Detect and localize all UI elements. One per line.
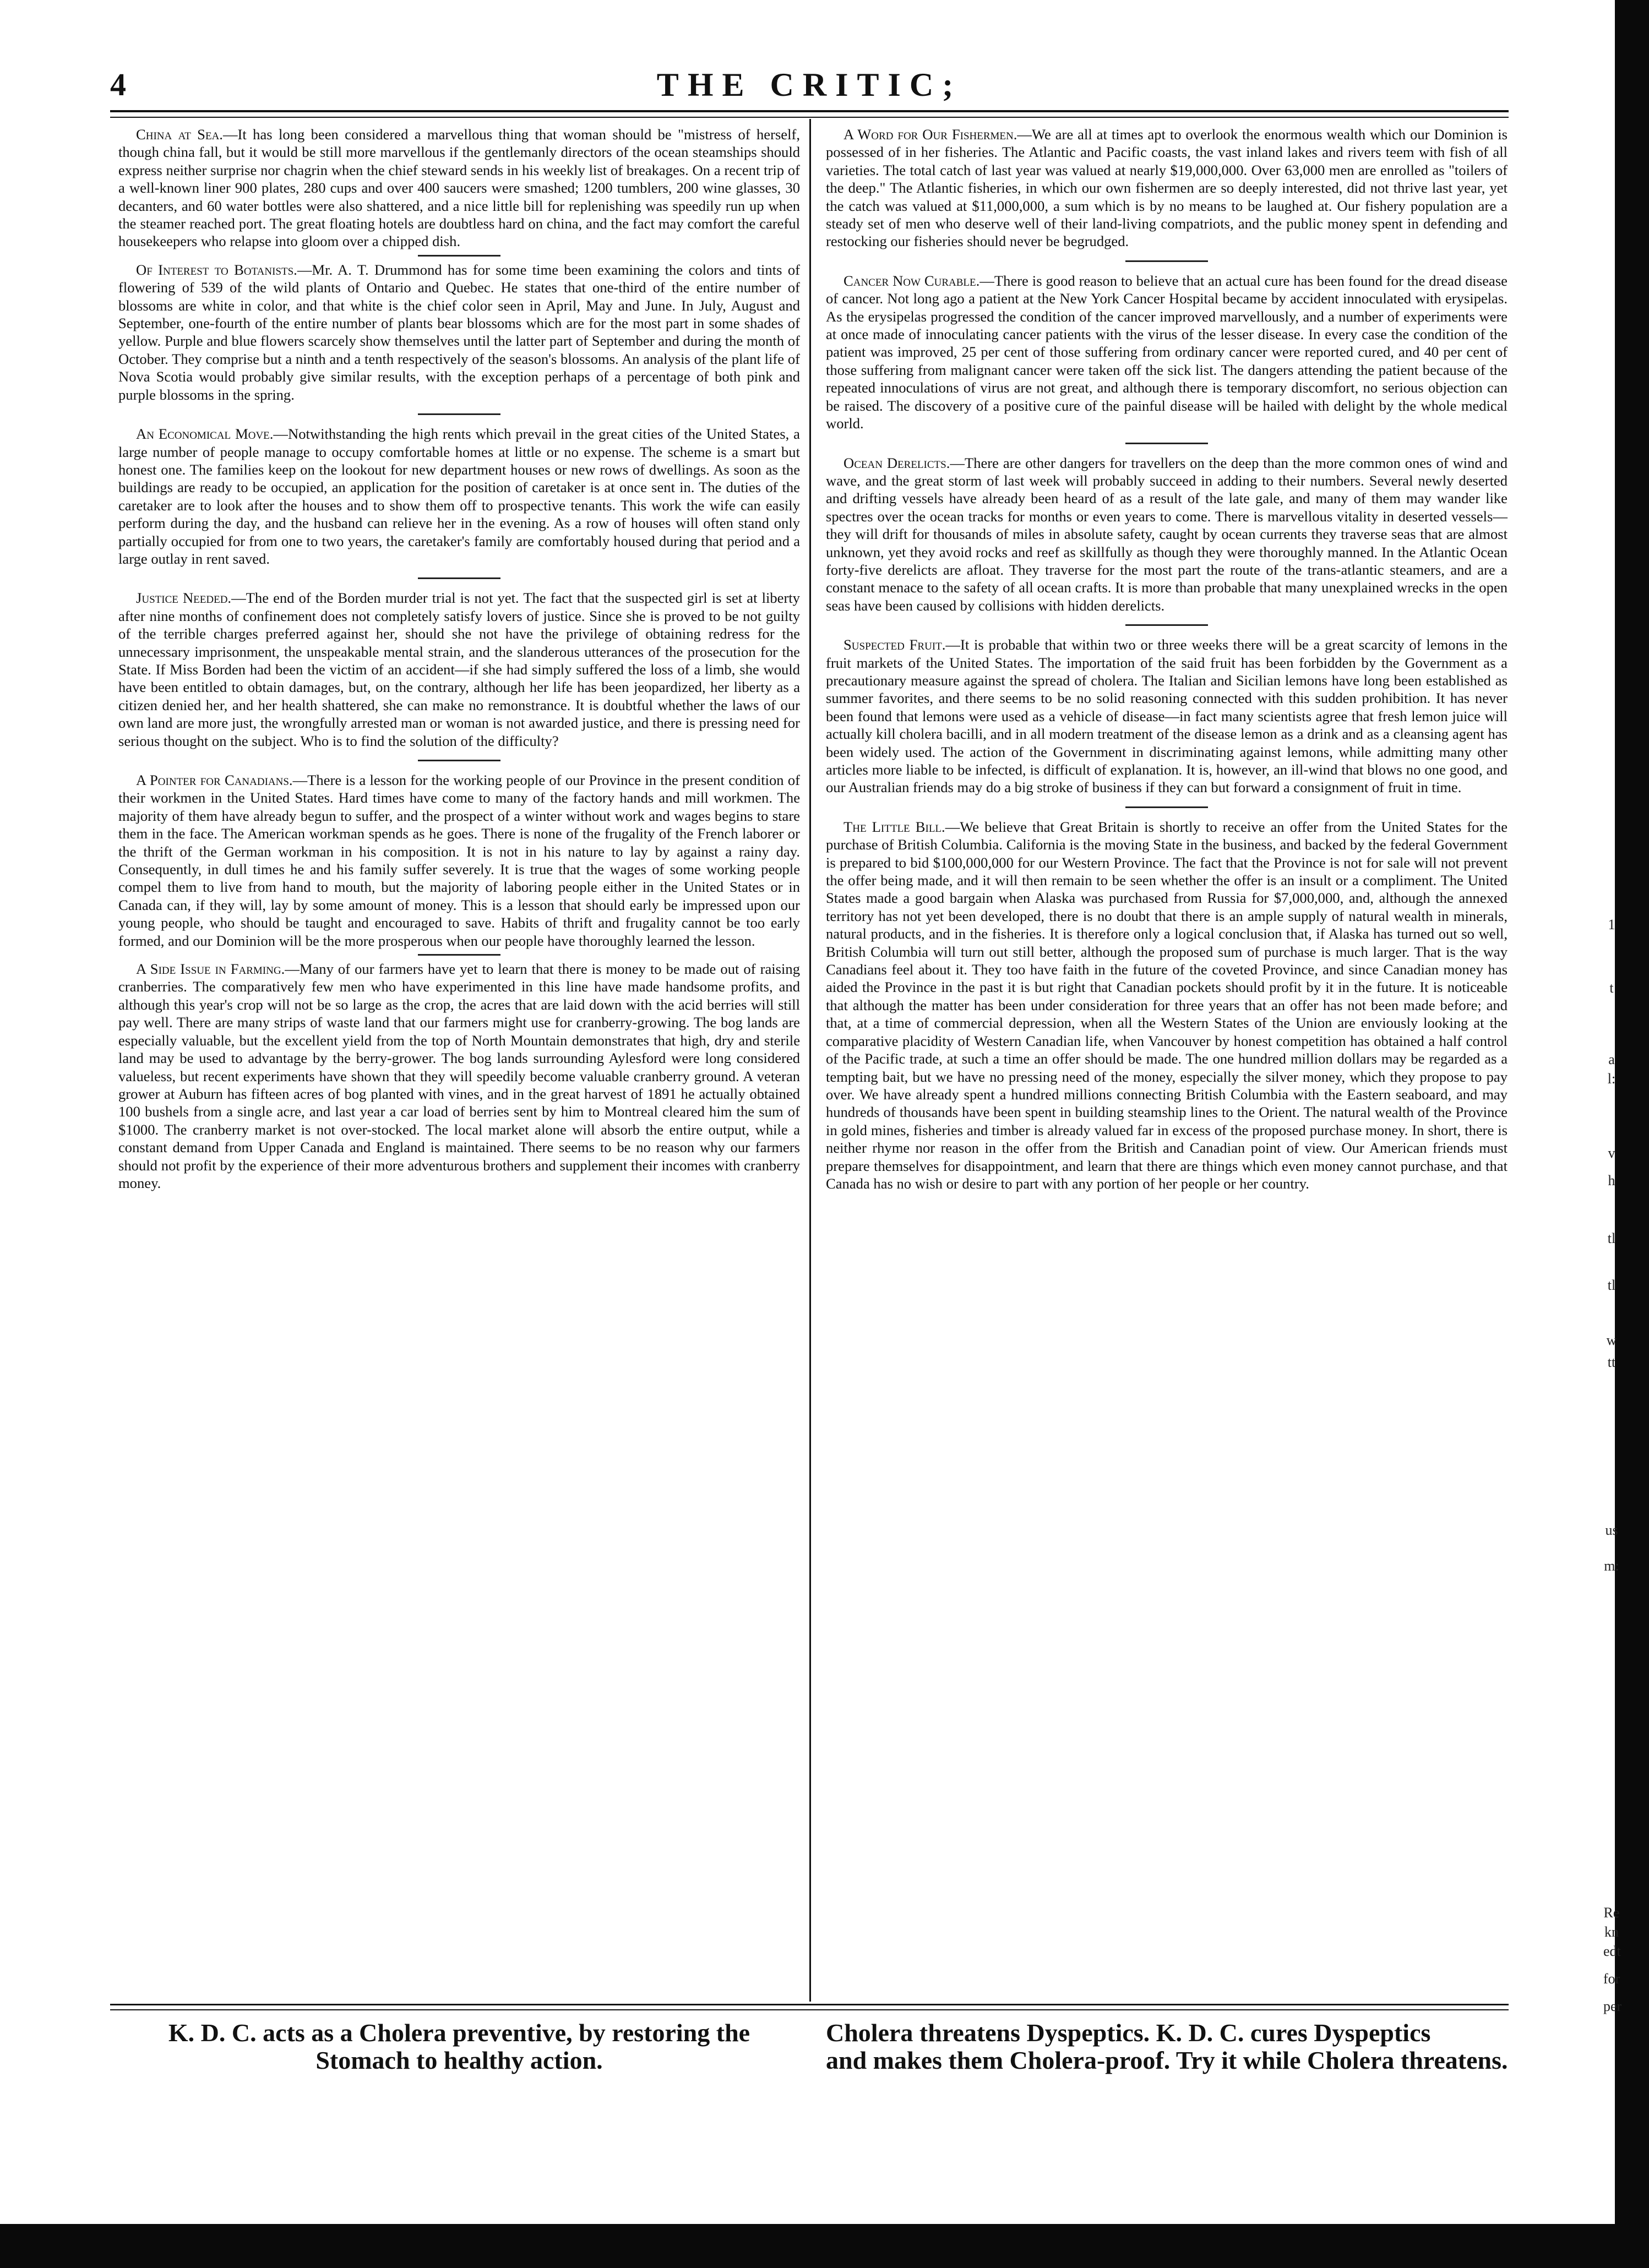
article-body: —It has long been considered a marvellous thing that woman should be "mistress of herself, though china fall, but it would be still more marvellous if the gentlemanly directors of the ocean steamships should express neither surprise nor chagrin when the chief steward sends in his weekly list of breakages. On a recent trip of a well-known liner 900 plates, 280 cups and over 400 saucers were smashed; 1200 tumblers, 200 wine glasses, 30 decanters, and 60 water bottles were also shattered, and a nice little bill for replenishing was speedily run up when the steamer reached port. The great floating hotels are doubtless hard on china, and the fact may comfort the careful housekeepers who relapse into gloom over a chipped dish. — [118, 126, 800, 250]
article-body: —There is good reason to believe that an actual cure has been found for the dread disease of cancer. Not long ago a patient at the New York Cancer Hospital became by accident innoculated with erysipelas. As the erysipelas progressed the condition of the cancer improved marvellously, and a number of experiments were at once made of innoculating cancer patients with the virus of the lesser disease. In every case the condition of the patient was improved, 25 per cent of those suffering from ordinary cancer were reported cured, and 40 per cent of those suffering from malignant cancer were taken off the sick list. The dangers attending the patient because of the repeated innoculations of virus are not great, and although there is temporary discomfort, no serious objection can be raised. The discovery of a positive cure of the painful disease will be hailed with delight by the whole medical world. — [826, 272, 1507, 432]
article-justice-needed — [118, 589, 800, 750]
advert-line: and makes them Cholera-proof. Try it while Cholera threatens. — [826, 2046, 1508, 2074]
article-a-pointer-for-canadians — [118, 771, 800, 950]
article-body: —The end of the Borden murder trial is not yet. The fact that the suspected girl is set at liberty after nine months of confinement does not completely satisfy lovers of justice. Since she is proved to be not guilty of the terrible charges preferred against her, should she not have the privilege of obtaining redress for the unnecessary imprisonment, the unspeakable mental strain, and the slanderous utterances of the prosecution for the State. If Miss Borden had been the victim of an accident—if she had simply suffered the loss of a limb, she would have been entitled to obtain damages, but, on the contrary, although her life has been jeopardized, her liberty as a citizen denied her, and her health shattered, she can make no remonstrance. It is doubtful whether the laws of our own land are more just, the wrongfully arrested man or woman is not awarded justice, and there is pressing need for serious thought on the subject. Who is to find the solution of the difficulty? — [118, 590, 800, 749]
article-heading: A Word for Our Fishermen. — [843, 126, 1017, 143]
edge-fragment: m: — [1604, 1558, 1619, 1574]
page-header — [110, 66, 1509, 105]
article-heading: Cancer Now Curable. — [843, 272, 980, 289]
advert-line: Cholera threatens Dyspeptics. K. D. C. cures Dyspeptics — [826, 2019, 1431, 2047]
edge-fragment: t — [1609, 980, 1614, 996]
footer-rule — [110, 2004, 1509, 2005]
article-separator — [418, 255, 500, 257]
article-ocean-derelicts — [826, 454, 1507, 615]
article-heading: Ocean Derelicts. — [843, 454, 950, 471]
article-heading: A Side Issue in Farming. — [136, 961, 285, 978]
footer-rule — [110, 2009, 1509, 2010]
article-heading: An Economical Move. — [136, 426, 274, 443]
article-body: —We are all at times apt to overlook the enormous wealth which our Dominion is possessed of in her fisheries. The Atlantic and Pacific coasts, the vast inland lakes and rivers teem with fish of all varieties. The total catch of last year was valued at nearly $19,000,000. Over 63,000 men are enrolled as "toilers of the deep." The Atlantic fisheries, in which our own fishermen are so deeply interested, did not thrive last year, yet the catch was valued at $11,000,000, a sum which is by no means to be laughed at. Our fishery population are a steady set of men who deserve well of their land-living compatriots, and the public money spent in defending and restocking our fisheries should never be begrudged. — [826, 126, 1507, 250]
article-heading: China at Sea. — [136, 126, 223, 143]
edge-fragment: tl — [1607, 1277, 1616, 1293]
column-divider — [809, 119, 811, 2002]
edge-fragment: v — [1608, 1145, 1615, 1161]
article-cancer-now-curable — [826, 272, 1507, 433]
article-separator — [1125, 624, 1208, 626]
edge-fragment: edt — [1603, 1943, 1621, 1959]
article-of-interest-to-botanists — [118, 261, 800, 404]
article-china-at-sea — [118, 126, 800, 250]
article-body: —There is a lesson for the working people of our Province in the present condition of their workmen in the United States. Hard times have come to many of the factory hands and mill workmen. The majority of them have already begun to suffer, and the prospect of a winter without work and wages begins to stare them in the face. The American workman spends as he goes. There is none of the frugality of the French laborer or the thrift of the German workman in his composition. It is not in his nature to lay by against a rainy day. Consequently, in dull times he and his family suffer severely. It is true that the wages of some working people compel them to live from hand to mouth, but the majority of laboring people either in the United States or in Canada can, if they will, lay by some amount of money. This is a lesson that should early be impressed upon our young people, who should be taught and encouraged to save. Habits of thrift and frugality cannot be too early formed, and our Dominion will be the more prosperous when our people have thoroughly learned the lesson. — [118, 772, 800, 949]
article-an-economical-move — [118, 425, 800, 568]
article-heading: The Little Bill. — [843, 818, 945, 835]
header-rule — [110, 117, 1509, 118]
edge-fragment: kn — [1604, 1924, 1619, 1940]
edge-fragment: for — [1603, 1971, 1620, 1987]
edge-fragment: Re — [1603, 1905, 1620, 1921]
edge-fragment: l: — [1607, 1071, 1616, 1087]
edge-fragment: tl — [1607, 1230, 1616, 1246]
article-body: —It is probable that within two or three weeks there will be a great scarcity of lemons in the fruit markets of the United States. The importation of the said fruit has been forbidden by the Government as a precautionary measure against the spread of cholera. The Italian and Sicilian lemons have long been established as summer favorites, and there seems to be no solid reasoning connected with this sudden prohibition. It has never been found that lemons were used as a vehicle of disease—in fact many scientists agree that fresh lemon juice will actually kill cholera bacilli, and in all modern treatment of the disease lemon as a drink and as a cleansing agent has been widely used. The action of the Government in discriminating against lemons, while admitting many other articles more liable to be infected, is difficult of explanation. It is, however, an ill-wind that blows no one good, and our Australian friends may do a big stroke of business if they can but forward a consignment of fruit in time. — [826, 636, 1507, 796]
advert-kdc-dyspeptics — [826, 2019, 1514, 2074]
article-separator — [1125, 806, 1208, 808]
edge-fragment: 1 — [1608, 917, 1615, 933]
article-separator — [1125, 260, 1208, 262]
advert-kdc-cholera-preventive: K. D. C. acts as a Cholera preventive, by restoring the Stomach to healthy action. — [168, 2019, 750, 2074]
article-body: —There are other dangers for travellers on the deep than the more common ones of wind and wave, and the great storm of last week will probably succeed in adding to their numbers. Several newly deserted and drifting vessels have already been heard of as a result of the late gale, and many of them may wander like spectres over the ocean tracks for months or even years to come. There is marvellous vitality in deserted vessels—they will drift for thousands of miles in absolute safety, caught by ocean currents they traverse seas that are almost unknown, yet they avoid rocks and reef as skillfully as though they were thoroughly manned. In the Atlantic Ocean forty-five derelicts are afloat. They traverse for the most part the route of the trans-atlantic steamers, and are a constant menace to the safety of all ocean crafts. It is more than probable that many unexplained wrecks in the open seas have been caused by collisions with hidden derelicts. — [826, 454, 1507, 614]
edge-fragment: a — [1608, 1051, 1615, 1067]
article-separator — [418, 954, 500, 956]
edge-fragment: h — [1608, 1173, 1615, 1188]
article-heading: A Pointer for Canadians. — [136, 772, 293, 788]
article-heading: Of Interest to Botanists. — [136, 261, 297, 278]
masthead-title: THE CRITIC; — [656, 67, 962, 103]
article-separator — [418, 413, 500, 415]
edge-fragment: us — [1605, 1522, 1618, 1538]
article-separator — [1125, 443, 1208, 444]
article-the-little-bill — [826, 818, 1507, 1193]
article-heading: Justice Needed. — [136, 590, 232, 607]
scan-edge-right — [1615, 0, 1649, 2268]
article-body: —We believe that Great Britain is shortly to receive an offer from the United States for the purchase of British Columbia. California is the moving State in the business, and backed by the federal Government is prepared to bid $100,000,000 for our Western Province. The fact that the Province is not for sale will not prevent the offer being made, and it will then remain to be seen whether the offer is an insult or a compliment. The United States made a good bargain when Alaska was purchased from Russia for $7,000,000, and, although the annexed territory has not yet been developed, there is no doubt that there is an ample supply of natural wealth in minerals, natural products, and in the fisheries. It is therefore only a logical conclusion that, if Alaska has turned out so well, British Columbia will turn out still better, although the proposed sum of purchase is much larger. That is the way Canadians feel about it. They too have faith in the future of the coveted Province, and since Canadian money has aided the Province in the past it is but right that Canadian pockets should profit by it in the future. It is noticeable that although the matter has been under consideration for three years that an offer has not been made before; and that, at a time of commercial depression, when all the Western States of the Union are enviously looking at the comparative placidity of Western Canadian life, when Vancouver by honest competition has obtained a half control of the Pacific trade, at such a time an offer should be made. The one hundred million dollars may be regarded as a tempting bait, but we have no pressing need of the money, especially the silver money, which they propose to pay over. We have already spent a hundred millions connecting British Columbia with the Eastern seaboard, and may hundreds of thousands have been spent in building steamship lines to the Orient. The natural wealth of the Province in gold mines, fisheries and timber is already valued far in excess of the proposed purchase money. In short, there is neither rhyme nor reason in the offer from the British and Canadian point of view. Our American friends must prepare themselves for disappointment, and learn that there are things which even money cannot purchase, and that Canada has no wish or desire to part with any portion of her people or her country. — [826, 818, 1508, 1192]
header-rule — [110, 110, 1509, 112]
article-heading: Suspected Fruit. — [843, 636, 946, 653]
article-body: —Many of our farmers have yet to learn that there is money to be made out of raising cranberries. The comparatively few men who have experimented in this line have made handsome profits, and although this year's crop will not be so large as the crop, the acres that are laid down with the acid berries will still pay well. There are many strips of waste land that our farmers might use for cranberry-growing. The bog lands are especially valuable, but the excellent yield from the top of North Mountain demonstrates that high, dry and sterile land may be used to advantage by the berry-grower. The bog lands surrounding Aylesford were long considered valueless, but recent experiments have shown that they will speedily become valuable cranberry ground. A veteran grower at Auburn has fifteen acres of bog planted with vines, and in the great harvest of 1891 he actually obtained 100 bushels from a single acre, and last year a car load of berries sent by him to Montreal cleared him the sum of $1000. The cranberry market is not over-stocked. The local market alone will absorb the entire output, while a constant demand from Upper Canada and England is maintained. There seems to be no reason why our farmers should not profit by the experience of their more adventurous brothers and supplement their incomes with cranberry money. — [118, 961, 801, 1191]
article-body: —Mr. A. T. Drummond has for some time been examining the colors and tints of flowering of 539 of the wild plants of Ontario and Quebec. He states that one-third of the entire number of blossoms are white in color, and that white is the chief color seen in April, May and June. In July, August and September, one-fourth of the entire number of plants bear blossoms which are for the most part in some shades of yellow. Purple and blue flowers scarcely show themselves until the latter part of September and during the month of October. They comprise but a ninth and a tenth respectively of the season's blossoms. An analysis of the plant life of Nova Scotia would probably give similar results, with the exception perhaps of a percentage of both pink and purple blossoms in the spring. — [118, 261, 800, 403]
article-body: —Notwithstanding the high rents which prevail in the great cities of the United States, a large number of people manage to occupy comfortable homes at little or no expense. The scheme is a smart but honest one. The families keep on the lookout for new department houses or new rows of dwellings. As soon as the buildings are ready to be occupied, an application for the position of caretaker is at once sent in. The duties of the caretaker are to look after the houses and to show them off to prospective tenants. This work the wife can easily perform during the day, and the husband can relieve her in the evening. As a row of houses will often stand only partially occupied for from one to two years, the caretaker's family are comfortably housed during that period and a large outlay in rent saved. — [118, 426, 800, 567]
edge-fragment: w — [1606, 1332, 1617, 1348]
left-column — [118, 126, 800, 1192]
scan-edge-bottom — [0, 2224, 1649, 2268]
article-separator — [418, 760, 500, 761]
article-separator — [418, 577, 500, 579]
edge-fragment: tt — [1607, 1354, 1616, 1370]
article-a-word-for-our-fishermen — [826, 126, 1507, 250]
right-column — [826, 126, 1507, 1192]
article-suspected-fruit — [826, 636, 1507, 797]
edge-fragment: per — [1603, 1998, 1622, 2014]
article-a-side-issue-in-farming — [118, 960, 800, 1192]
page-number: 4 — [110, 67, 126, 102]
